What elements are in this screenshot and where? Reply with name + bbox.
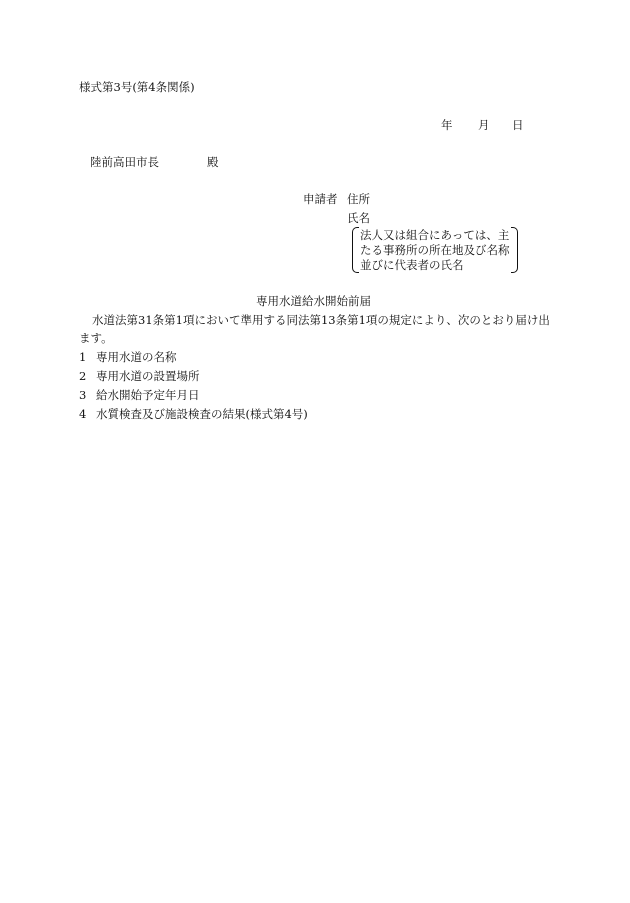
right-bracket-mark <box>511 227 518 273</box>
list-item-number: 2 <box>79 369 87 383</box>
list-item-number: 3 <box>79 388 87 402</box>
date-day-label: 日 <box>512 118 524 132</box>
left-bracket-mark <box>352 227 359 273</box>
corporation-note-line: 並びに代表者の氏名 <box>360 258 464 272</box>
list-item <box>79 371 200 383</box>
list-item-number: 4 <box>79 407 87 421</box>
addressee-honorific: 殿 <box>207 155 219 169</box>
applicant-name-label: 氏名 <box>347 211 370 225</box>
corporation-note <box>352 227 518 272</box>
corporation-note-line: 法人又は組合にあっては、主 <box>360 228 510 242</box>
list-item-text: 水質検査及び施設検査の結果(様式第4号) <box>96 407 308 421</box>
list-item <box>79 352 177 364</box>
form-number: 様式第3号(第4条関係) <box>79 80 195 94</box>
body-text-line: ます。 <box>79 331 113 345</box>
list-item-text: 給水開始予定年月日 <box>96 388 200 402</box>
date-year-label: 年 <box>441 118 453 132</box>
list-item-text: 専用水道の名称 <box>96 350 177 364</box>
list-item-number: 1 <box>79 350 87 364</box>
body-text-line: 水道法第31条第1項において準用する同法第13条第1項の規定により、次のとおり届け出 <box>92 313 550 327</box>
list-item <box>79 390 200 402</box>
date-month-label: 月 <box>478 118 490 132</box>
applicant-label: 申請者 <box>303 192 338 206</box>
corporation-note-line: たる事務所の所在地及び名称 <box>360 243 510 257</box>
applicant-address-label: 住所 <box>347 192 370 206</box>
document-title: 専用水道給水開始前届 <box>256 294 371 308</box>
list-item-text: 専用水道の設置場所 <box>96 369 200 383</box>
list-item <box>79 409 308 421</box>
addressee-name: 陸前高田市長 <box>90 155 159 169</box>
